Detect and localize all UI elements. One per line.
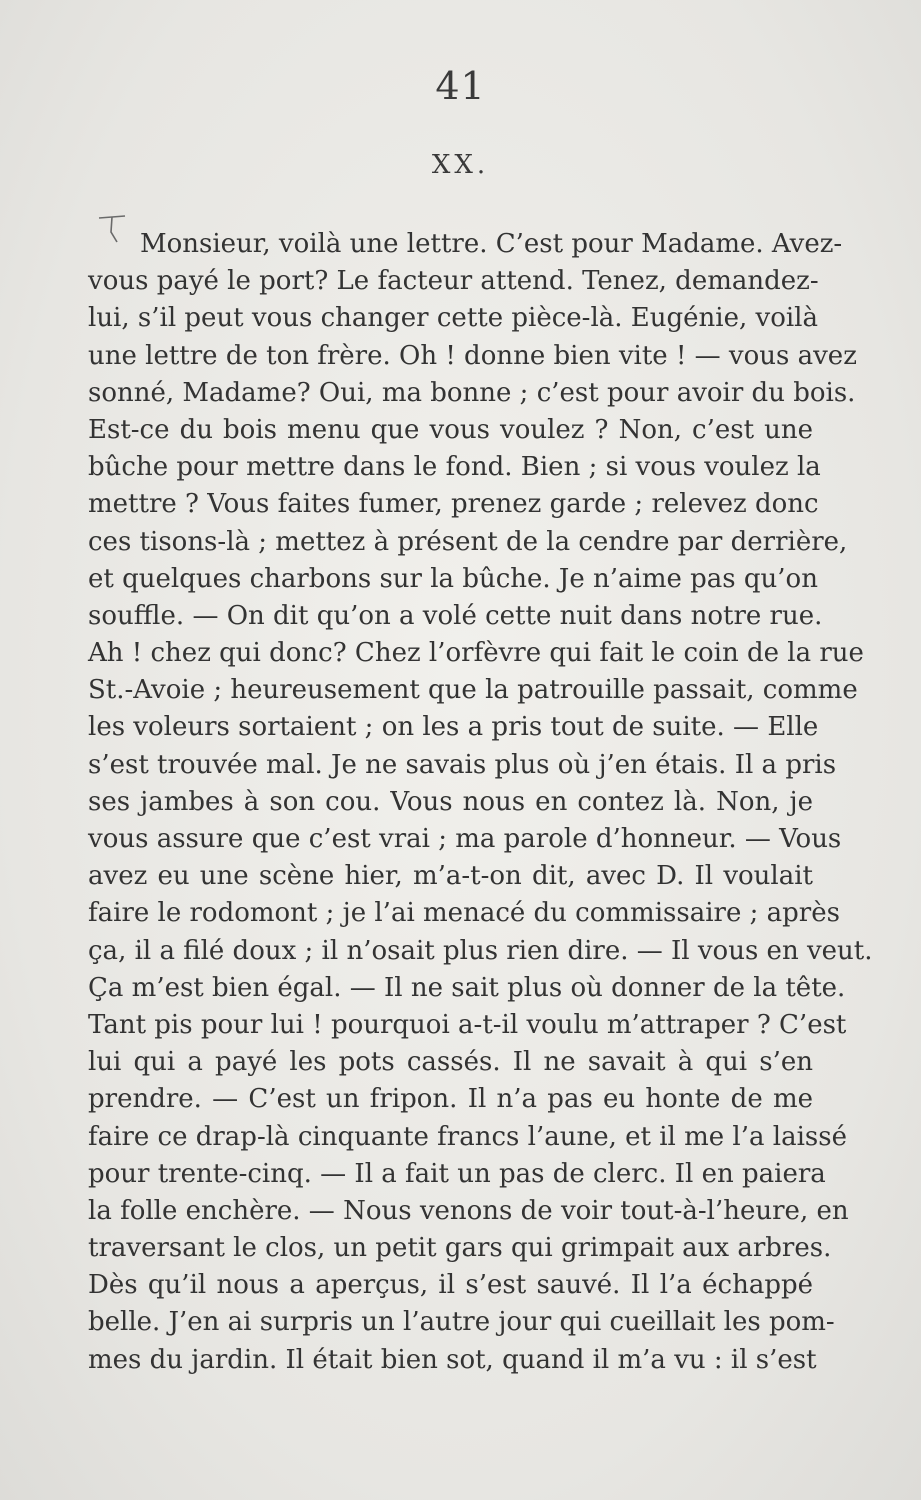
text-line: mettre ? Vous faites fumer, prenez garde ; relevez donc [88,489,819,520]
text-line: ça, il a filé doux ; il n’osait plus rien dire. — Il vous en veut. [88,935,873,966]
text-line: Tant pis pour lui ! pourquoi a-t-il voulu m’attraper ? C’est [88,1009,847,1040]
text-line: vous payé le port? Le facteur attend. Tenez, demandez- [88,266,819,297]
text-line: Monsieur, voilà une lettre. C’est pour Madame. Avez- [140,229,843,259]
text-line: Est-ce du bois menu que vous voulez ? Non, c’est une [88,414,813,445]
text-line: Ah ! chez qui donc? Chez l’orfèvre qui fait le coin de la rue [88,638,864,669]
text-line: souffle. — On dit qu’on a volé cette nuit dans notre rue. [88,600,823,631]
text-line: St.-Avoie ; heureusement que la patrouille passait, comme [88,675,858,706]
text-line: Ça m’est bien égal. — Il ne sait plus où donner de la tête. [88,972,846,1003]
text-line: faire le rodomont ; je l’ai menacé du commissaire ; après [88,898,840,929]
text-line: ces tisons-là ; mettez à présent de la cendre par derrière, [88,526,848,557]
text-line: lui, s’il peut vous changer cette pièce-là. Eugénie, voilà [88,303,818,334]
text-line: lui qui a payé les pots cassés. Il ne savait à qui s’en [88,1047,813,1078]
text-line: et quelques charbons sur la bûche. Je n’aime pas qu’on [88,563,818,594]
text-line: mes du jardin. Il était bien sot, quand il m’a vu : il s’est [88,1344,817,1375]
text-line: ses jambes à son cou. Vous nous en contez là. Non, je [88,786,813,817]
text-line: bûche pour mettre dans le fond. Bien ; si vous voulez la [88,452,821,483]
text-line: belle. J’en ai surpris un l’autre jour qui cueillait les pom- [88,1307,835,1338]
text-line: avez eu une scène hier, m’a-t-on dit, avec D. Il voulait [88,861,813,892]
page-number: 41 [435,64,486,108]
text-line: une lettre de ton frère. Oh ! donne bien vite ! — vous avez [88,340,857,371]
text-line: prendre. — C’est un fripon. Il n’a pas eu honte de me [88,1084,813,1115]
text-line: s’est trouvée mal. Je ne savais plus où j’en étais. Il a pris [88,749,837,780]
text-line: sonné, Madame? Oui, ma bonne ; c’est pour avoir du bois. [88,377,856,408]
text-line: traversant le clos, un petit gars qui grimpait aux arbres. [88,1233,832,1264]
section-heading: XX. [431,150,490,180]
text-line: vous assure que c’est vrai ; ma parole d’honneur. — Vous [88,824,842,854]
text-line: la folle enchère. — Nous venons de voir tout-à-l’heure, en [88,1195,849,1226]
text-line: les voleurs sortaient ; on les a pris tout de suite. — Elle [88,712,819,743]
text-line: pour trente-cinq. — Il a fait un pas de clerc. Il en paiera [88,1158,826,1189]
text-line: Dès qu’il nous a aperçus, il s’est sauvé. Il l’a échappé [88,1270,813,1301]
text-line: faire ce drap-là cinquante francs l’aune, et il me l’a laissé [88,1121,847,1152]
body-text [88,226,873,1379]
